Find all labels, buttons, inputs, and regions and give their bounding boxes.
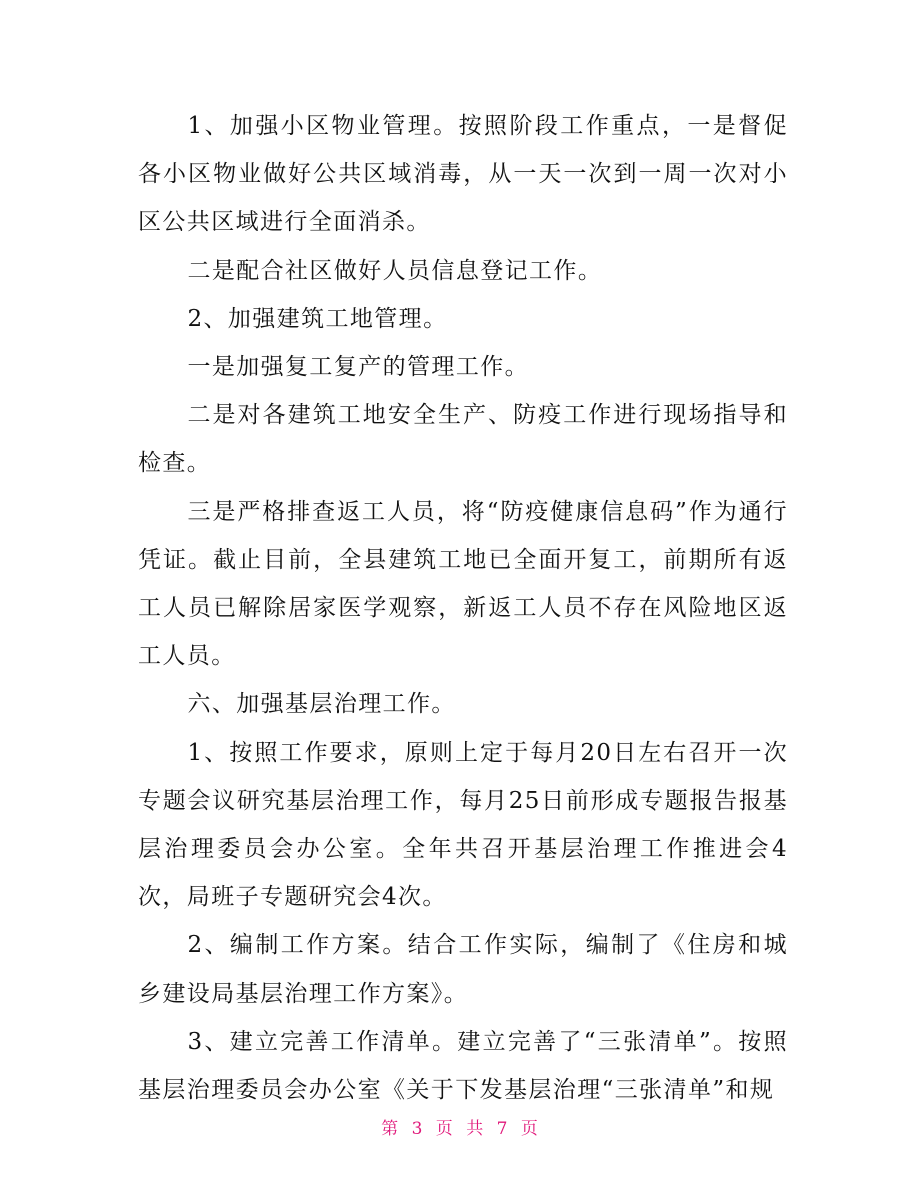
footer-total-prefix: 共 — [466, 1119, 485, 1139]
paragraph: 1、加强小区物业管理。按照阶段工作重点，一是督促各小区物业做好公共区域消毒，从一天一次到一周一次对小区公共区域进行全面消杀。 — [138, 113, 788, 236]
footer-suffix: 页 — [520, 1119, 539, 1139]
footer-page-word: 页 — [435, 1119, 454, 1139]
footer-prefix: 第 — [381, 1119, 400, 1139]
page-footer — [0, 1114, 920, 1139]
paragraph: 三是严格排查返工人员，将“防疫健康信息码”作为通行凭证。截止目前，全县建筑工地已全面开复工，前期所有返工人员已解除居家医学观察，新返工人员不存在风险地区返工人员。 — [138, 498, 788, 670]
document-body — [138, 102, 788, 1114]
paragraph: 2、编制工作方案。结合工作实际，编制了《住房和城乡建设局基层治理工作方案》。 — [138, 932, 788, 1007]
paragraph: 二是配合社区做好人员信息登记工作。 — [187, 257, 603, 284]
paragraph: 一是加强复工复产的管理工作。 — [187, 354, 530, 381]
paragraph: 二是对各建筑工地安全生产、防疫工作进行现场指导和检查。 — [138, 402, 788, 477]
paragraph: 1、按照工作要求，原则上定于每月20日左右召开一次专题会议研究基层治理工作，每月25日前形成专题报告报基层治理委员会办公室。全年共召开基层治理工作推进会4次，局班子专题研究会4次。 — [138, 739, 788, 911]
footer-total-pages: 7 — [496, 1119, 509, 1139]
section-heading: 六、加强基层治理工作。 — [187, 691, 456, 718]
footer-current-page: 3 — [411, 1119, 424, 1139]
paragraph: 2、加强建筑工地管理。 — [187, 305, 448, 332]
paragraph: 3、建立完善工作清单。建立完善了“三张清单”。按照基层治理委员会办公室《关于下发基层治理“三张清单”和规 — [138, 1028, 788, 1104]
